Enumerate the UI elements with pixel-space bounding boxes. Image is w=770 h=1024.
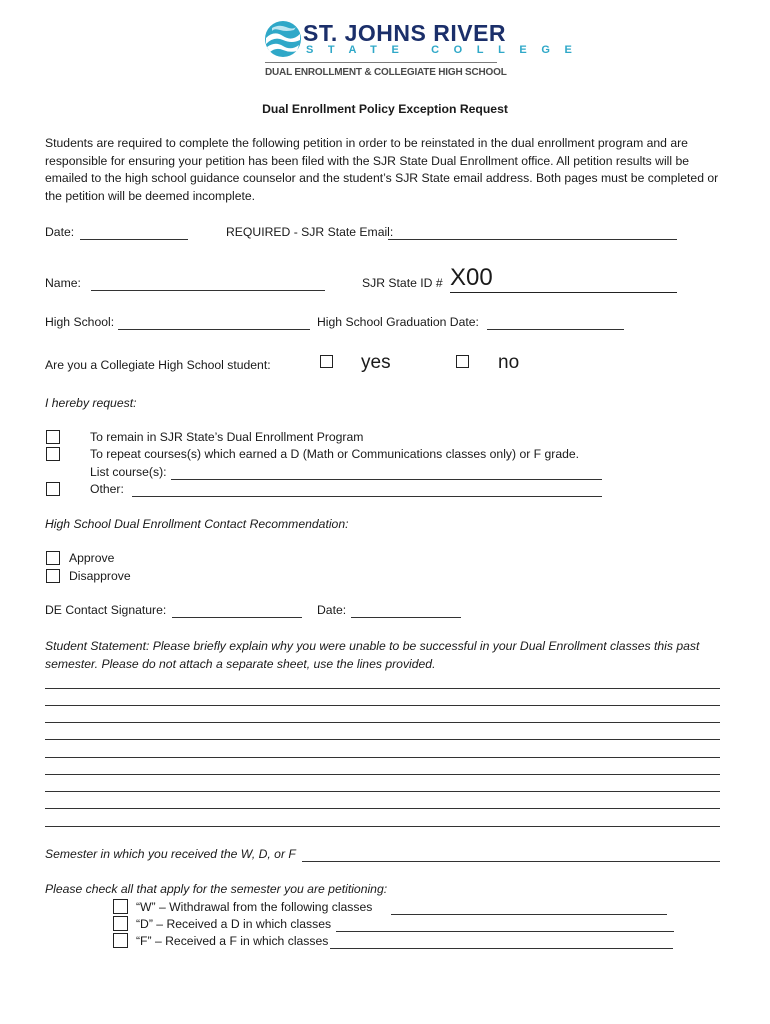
approve-label: Approve (69, 551, 115, 565)
statement-line[interactable] (45, 739, 720, 740)
high-school-label: High School: (45, 315, 115, 329)
request-heading: I hereby request: (45, 396, 137, 410)
d-grade-checkbox[interactable] (113, 916, 128, 931)
de-signature-label: DE Contact Signature: (45, 603, 167, 617)
repeat-option-label: To repeat courses(s) which earned a D (Math or Communications classes only) or F grade. (90, 447, 580, 461)
de-date-field[interactable] (351, 617, 461, 618)
logo-line-2: STATE COLLEGE (306, 44, 587, 56)
recommendation-heading: High School Dual Enrollment Contact Recommendation: (45, 517, 349, 531)
other-field[interactable] (132, 496, 602, 497)
semester-field[interactable] (302, 861, 720, 862)
disapprove-label: Disapprove (69, 569, 131, 583)
statement-line[interactable] (45, 705, 720, 706)
form-title: Dual Enrollment Policy Exception Request (262, 102, 508, 116)
semester-label: Semester in which you received the W, D, or F (45, 847, 296, 861)
statement-line[interactable] (45, 757, 720, 758)
id-prefix: X00 (450, 264, 493, 291)
date-field[interactable] (80, 239, 188, 240)
f-grade-label: “F” – Received a F in which classes (136, 934, 329, 948)
yes-checkbox[interactable] (320, 355, 333, 368)
statement-line[interactable] (45, 791, 720, 792)
id-label: SJR State ID # (362, 276, 443, 290)
yes-label: yes (361, 352, 391, 373)
collegiate-question: Are you a Collegiate High School student: (45, 358, 271, 372)
name-field[interactable] (91, 290, 325, 291)
withdrawal-label: “W” – Withdrawal from the following classes (136, 900, 373, 914)
other-label: Other: (90, 482, 124, 496)
logo-line-1: ST. JOHNS RIVER (303, 20, 507, 46)
wave-emblem-icon (264, 18, 302, 60)
list-courses-field[interactable] (171, 479, 602, 480)
remain-checkbox[interactable] (46, 430, 60, 444)
logo-divider (265, 62, 497, 63)
d-grade-label: “D” – Received a D in which classes (136, 917, 332, 931)
grad-date-field[interactable] (487, 329, 624, 330)
withdrawal-field[interactable] (391, 914, 667, 915)
other-checkbox[interactable] (46, 482, 60, 496)
withdrawal-checkbox[interactable] (113, 899, 128, 914)
grad-date-label: High School Graduation Date: (317, 315, 479, 329)
disapprove-checkbox[interactable] (46, 569, 60, 583)
logo-line-3: DUAL ENROLLMENT & COLLEGIATE HIGH SCHOOL (265, 67, 507, 78)
high-school-field[interactable] (118, 329, 310, 330)
f-grade-checkbox[interactable] (113, 933, 128, 948)
email-label: REQUIRED - SJR State Email: (226, 225, 394, 239)
statement-prompt: Student Statement: Please briefly explain why you were unable to be successful in your Dual Enrollment classes this past semester. Please do not attach a separate sheet, use the lines provided. (45, 639, 700, 671)
statement-line[interactable] (45, 722, 720, 723)
statement-line[interactable] (45, 688, 720, 689)
email-field[interactable] (388, 239, 677, 240)
de-signature-field[interactable] (172, 617, 302, 618)
intro-paragraph: Students are required to complete the following petition in order to be reinstated in the dual enrollment program and are responsible for ensuring your petition has been filed with the SJR State Dual Enrollment office. All petition results will be emailed to the high school guidance counselor and the student’s SJR State email address. Both pages must be completed or the petition will be deemed incomplete. (45, 136, 719, 203)
remain-option-label: To remain in SJR State’s Dual Enrollment Program (90, 430, 364, 444)
no-label: no (498, 352, 520, 373)
no-checkbox[interactable] (456, 355, 469, 368)
repeat-checkbox[interactable] (46, 447, 60, 461)
de-date-label: Date: (317, 603, 347, 617)
d-grade-field[interactable] (336, 931, 674, 932)
approve-checkbox[interactable] (46, 551, 60, 565)
statement-line[interactable] (45, 826, 720, 827)
statement-line[interactable] (45, 808, 720, 809)
check-all-heading: Please check all that apply for the semester you are petitioning: (45, 882, 388, 896)
id-field[interactable] (450, 292, 677, 293)
name-label: Name: (45, 276, 81, 290)
f-grade-field[interactable] (330, 948, 673, 949)
list-courses-label: List course(s): (90, 465, 167, 479)
statement-line[interactable] (45, 774, 720, 775)
date-label: Date: (45, 225, 75, 239)
